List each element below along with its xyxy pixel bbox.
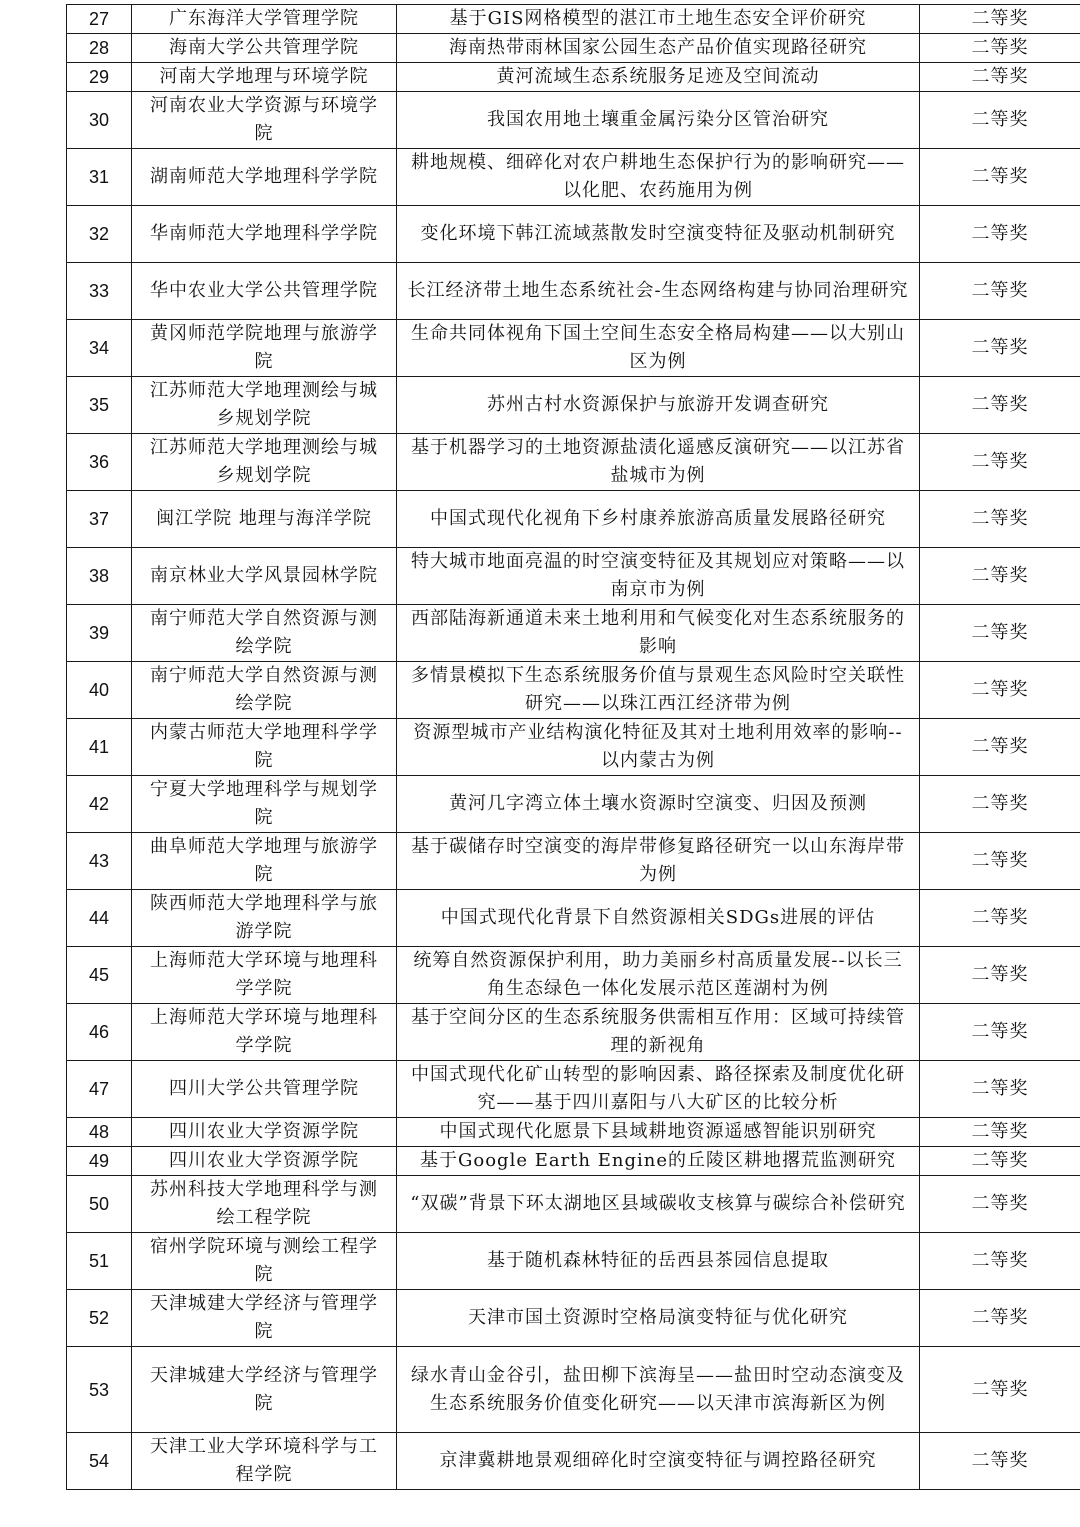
award-level-cell: 二等奖 (920, 1433, 1080, 1490)
table-row (67, 947, 1080, 1004)
institution-cell: 河南大学地理与环境学院 (132, 63, 397, 92)
institution-cell: 南宁师范大学自然资源与测绘学院 (132, 605, 397, 662)
project-title-cell: 中国式现代化愿景下县域耕地资源遥感智能识别研究 (397, 1118, 920, 1147)
project-title-cell: 多情景模拟下生态系统服务价值与景观生态风险时空关联性研究——以珠江西江经济带为例 (397, 662, 920, 719)
table-row (67, 1061, 1080, 1118)
institution-cell: 宁夏大学地理科学与规划学院 (132, 776, 397, 833)
award-level-cell: 二等奖 (920, 890, 1080, 947)
project-title-cell: 特大城市地面亮温的时空演变特征及其规划应对策略——以南京市为例 (397, 548, 920, 605)
award-level-cell: 二等奖 (920, 149, 1080, 206)
table-row (67, 890, 1080, 947)
award-level-cell: 二等奖 (920, 719, 1080, 776)
table-row (67, 833, 1080, 890)
institution-cell: 上海师范大学环境与地理科学学院 (132, 947, 397, 1004)
project-title-cell: 黄河几字湾立体土壤水资源时空演变、归因及预测 (397, 776, 920, 833)
project-title-cell: 黄河流域生态系统服务足迹及空间流动 (397, 63, 920, 92)
table-row (67, 63, 1080, 92)
row-number: 38 (67, 548, 132, 605)
institution-cell: 广东海洋大学管理学院 (132, 5, 397, 34)
project-title-cell: 基于随机森林特征的岳西县茶园信息提取 (397, 1233, 920, 1290)
row-number: 30 (67, 92, 132, 149)
award-level-cell: 二等奖 (920, 1061, 1080, 1118)
award-level-cell: 二等奖 (920, 548, 1080, 605)
institution-cell: 华南师范大学地理科学学院 (132, 206, 397, 263)
table-row (67, 377, 1080, 434)
project-title-cell: 苏州古村水资源保护与旅游开发调查研究 (397, 377, 920, 434)
award-level-cell: 二等奖 (920, 434, 1080, 491)
award-level-cell: 二等奖 (920, 1176, 1080, 1233)
project-title-cell: 中国式现代化矿山转型的影响因素、路径探索及制度优化研究——基于四川嘉阳与八大矿区的比较分析 (397, 1061, 920, 1118)
award-level-cell: 二等奖 (920, 1290, 1080, 1347)
award-level-cell: 二等奖 (920, 206, 1080, 263)
institution-cell: 上海师范大学环境与地理科学学院 (132, 1004, 397, 1061)
row-number: 39 (67, 605, 132, 662)
row-number: 28 (67, 34, 132, 63)
table-row (67, 1347, 1080, 1433)
table-row (67, 149, 1080, 206)
award-level-cell: 二等奖 (920, 1147, 1080, 1176)
institution-cell: 闽江学院 地理与海洋学院 (132, 491, 397, 548)
institution-cell: 南宁师范大学自然资源与测绘学院 (132, 662, 397, 719)
row-number: 43 (67, 833, 132, 890)
row-number: 54 (67, 1433, 132, 1490)
row-number: 48 (67, 1118, 132, 1147)
table-row (67, 5, 1080, 34)
table-row (67, 1433, 1080, 1490)
institution-cell: 天津工业大学环境科学与工程学院 (132, 1433, 397, 1490)
project-title-cell: 天津市国土资源时空格局演变特征与优化研究 (397, 1290, 920, 1347)
table-row (67, 434, 1080, 491)
row-number: 45 (67, 947, 132, 1004)
row-number: 49 (67, 1147, 132, 1176)
project-title-cell: 基于机器学习的土地资源盐渍化遥感反演研究——以江苏省盐城市为例 (397, 434, 920, 491)
table-row (67, 491, 1080, 548)
project-title-cell: 基于Google Earth Engine的丘陵区耕地撂荒监测研究 (397, 1147, 920, 1176)
award-level-cell: 二等奖 (920, 1347, 1080, 1433)
row-number: 33 (67, 263, 132, 320)
project-title-cell: 变化环境下韩江流域蒸散发时空演变特征及驱动机制研究 (397, 206, 920, 263)
table-row (67, 263, 1080, 320)
project-title-cell: 耕地规模、细碎化对农户耕地生态保护行为的影响研究——以化肥、农药施用为例 (397, 149, 920, 206)
table-row (67, 92, 1080, 149)
institution-cell: 内蒙古师范大学地理科学学院 (132, 719, 397, 776)
institution-cell: 曲阜师范大学地理与旅游学院 (132, 833, 397, 890)
award-level-cell: 二等奖 (920, 1233, 1080, 1290)
row-number: 40 (67, 662, 132, 719)
project-title-cell: 统筹自然资源保护利用，助力美丽乡村高质量发展--以长三角生态绿色一体化发展示范区莲湖村为例 (397, 947, 920, 1004)
institution-cell: 南京林业大学风景园林学院 (132, 548, 397, 605)
award-level-cell: 二等奖 (920, 92, 1080, 149)
institution-cell: 湖南师范大学地理科学学院 (132, 149, 397, 206)
award-level-cell: 二等奖 (920, 320, 1080, 377)
project-title-cell: 中国式现代化视角下乡村康养旅游高质量发展路径研究 (397, 491, 920, 548)
project-title-cell: 海南热带雨林国家公园生态产品价值实现路径研究 (397, 34, 920, 63)
institution-cell: 天津城建大学经济与管理学院 (132, 1347, 397, 1433)
table-row (67, 1290, 1080, 1347)
award-level-cell: 二等奖 (920, 5, 1080, 34)
project-title-cell: 基于空间分区的生态系统服务供需相互作用：区域可持续管理的新视角 (397, 1004, 920, 1061)
project-title-cell: 资源型城市产业结构演化特征及其对土地利用效率的影响--以内蒙古为例 (397, 719, 920, 776)
award-level-cell: 二等奖 (920, 605, 1080, 662)
row-number: 51 (67, 1233, 132, 1290)
institution-cell: 四川农业大学资源学院 (132, 1118, 397, 1147)
row-number: 53 (67, 1347, 132, 1433)
project-title-cell: 绿水青山金谷引，盐田柳下滨海呈——盐田时空动态演变及生态系统服务价值变化研究——以天津市滨海新区为例 (397, 1347, 920, 1433)
row-number: 41 (67, 719, 132, 776)
row-number: 44 (67, 890, 132, 947)
institution-cell: 宿州学院环境与测绘工程学院 (132, 1233, 397, 1290)
table-row (67, 320, 1080, 377)
row-number: 47 (67, 1061, 132, 1118)
table-row (67, 605, 1080, 662)
table-row (67, 662, 1080, 719)
row-number: 27 (67, 5, 132, 34)
table-row (67, 719, 1080, 776)
award-level-cell: 二等奖 (920, 776, 1080, 833)
table-row (67, 548, 1080, 605)
project-title-cell: 京津冀耕地景观细碎化时空演变特征与调控路径研究 (397, 1433, 920, 1490)
award-level-cell: 二等奖 (920, 947, 1080, 1004)
award-level-cell: 二等奖 (920, 1118, 1080, 1147)
row-number: 50 (67, 1176, 132, 1233)
row-number: 52 (67, 1290, 132, 1347)
row-number: 46 (67, 1004, 132, 1061)
award-list-page (66, 4, 1029, 1490)
row-number: 42 (67, 776, 132, 833)
table-row (67, 776, 1080, 833)
award-level-cell: 二等奖 (920, 662, 1080, 719)
row-number: 37 (67, 491, 132, 548)
table-row (67, 1118, 1080, 1147)
award-table-body (67, 5, 1080, 1490)
table-row (67, 1233, 1080, 1290)
institution-cell: 四川农业大学资源学院 (132, 1147, 397, 1176)
project-title-cell: 基于碳储存时空演变的海岸带修复路径研究一以山东海岸带为例 (397, 833, 920, 890)
award-level-cell: 二等奖 (920, 63, 1080, 92)
institution-cell: 四川大学公共管理学院 (132, 1061, 397, 1118)
project-title-cell: 长江经济带土地生态系统社会-生态网络构建与协同治理研究 (397, 263, 920, 320)
table-row (67, 1147, 1080, 1176)
award-level-cell: 二等奖 (920, 833, 1080, 890)
project-title-cell: 生命共同体视角下国土空间生态安全格局构建——以大别山区为例 (397, 320, 920, 377)
row-number: 31 (67, 149, 132, 206)
project-title-cell: “双碳”背景下环太湖地区县域碳收支核算与碳综合补偿研究 (397, 1176, 920, 1233)
institution-cell: 苏州科技大学地理科学与测绘工程学院 (132, 1176, 397, 1233)
institution-cell: 黄冈师范学院地理与旅游学院 (132, 320, 397, 377)
award-level-cell: 二等奖 (920, 34, 1080, 63)
row-number: 32 (67, 206, 132, 263)
project-title-cell: 基于GIS网格模型的湛江市土地生态安全评价研究 (397, 5, 920, 34)
table-row (67, 34, 1080, 63)
table-row (67, 1004, 1080, 1061)
row-number: 34 (67, 320, 132, 377)
row-number: 29 (67, 63, 132, 92)
award-level-cell: 二等奖 (920, 377, 1080, 434)
institution-cell: 天津城建大学经济与管理学院 (132, 1290, 397, 1347)
institution-cell: 华中农业大学公共管理学院 (132, 263, 397, 320)
project-title-cell: 我国农用地土壤重金属污染分区管治研究 (397, 92, 920, 149)
award-level-cell: 二等奖 (920, 491, 1080, 548)
award-level-cell: 二等奖 (920, 1004, 1080, 1061)
institution-cell: 陕西师范大学地理科学与旅游学院 (132, 890, 397, 947)
award-level-cell: 二等奖 (920, 263, 1080, 320)
institution-cell: 江苏师范大学地理测绘与城乡规划学院 (132, 377, 397, 434)
row-number: 36 (67, 434, 132, 491)
institution-cell: 河南农业大学资源与环境学院 (132, 92, 397, 149)
project-title-cell: 西部陆海新通道未来土地利用和气候变化对生态系统服务的影响 (397, 605, 920, 662)
row-number: 35 (67, 377, 132, 434)
award-table (66, 4, 1080, 1490)
institution-cell: 海南大学公共管理学院 (132, 34, 397, 63)
table-row (67, 1176, 1080, 1233)
table-row (67, 206, 1080, 263)
project-title-cell: 中国式现代化背景下自然资源相关SDGs进展的评估 (397, 890, 920, 947)
institution-cell: 江苏师范大学地理测绘与城乡规划学院 (132, 434, 397, 491)
